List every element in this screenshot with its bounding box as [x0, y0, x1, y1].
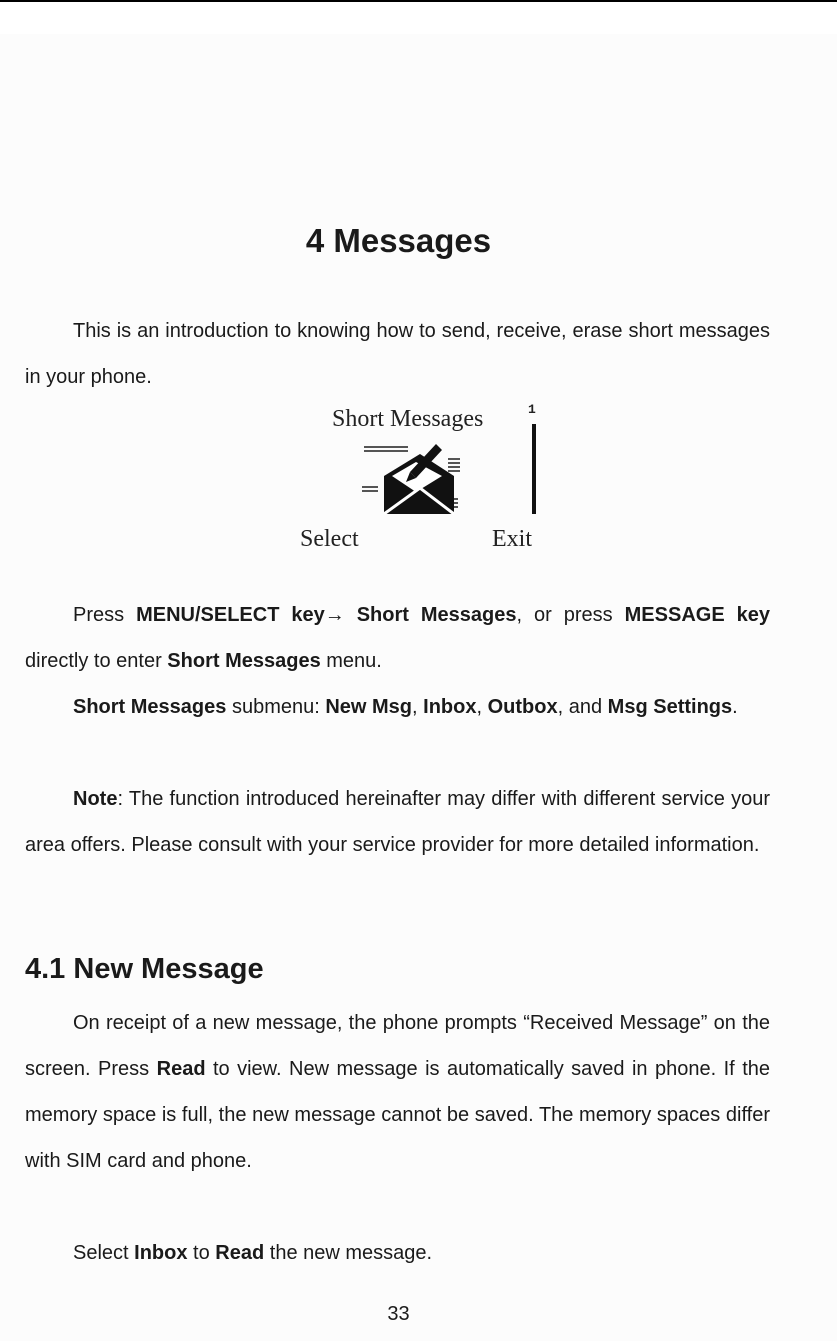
- page-top-rule: [0, 0, 837, 2]
- text-run: directly to enter: [25, 650, 168, 672]
- intro-paragraph: [25, 308, 770, 400]
- text-run: submenu:: [226, 696, 326, 718]
- text-run: On receipt of a new message, the phone prompts “Received Message” on the screen. Press: [25, 1012, 770, 1080]
- text-run: ,: [412, 696, 424, 718]
- text-run: : The function introduced hereinafter may differ with different service your area offers. Please consult with your service provider for more detailed information.: [25, 788, 770, 856]
- text-run: ,: [476, 696, 488, 718]
- text-run: the new message.: [264, 1242, 433, 1264]
- text-run: , or press: [516, 604, 625, 626]
- bold-run: Inbox: [423, 696, 477, 718]
- chapter-title: 4 Messages: [305, 222, 492, 259]
- screen-title: Short Messages: [332, 406, 484, 432]
- text-run: to: [187, 1242, 216, 1264]
- paragraph-press-menu: [25, 592, 770, 684]
- paragraph-select-inbox: [25, 1230, 770, 1276]
- text-run: Select: [73, 1242, 135, 1264]
- screen-scrollbar: [532, 424, 536, 514]
- bold-run: Inbox: [134, 1242, 188, 1264]
- bold-run: Msg Settings: [607, 696, 733, 718]
- bold-run: MESSAGE key: [624, 604, 770, 626]
- phone-screen-illustration: [296, 400, 546, 560]
- bold-run: MENU/SELECT key→ Short Messages: [136, 604, 517, 626]
- screen-right-soft-key: Exit: [492, 526, 532, 552]
- bold-run: Read: [156, 1058, 206, 1080]
- bold-run: Outbox: [487, 696, 558, 718]
- bold-run: Note: [73, 788, 118, 810]
- paragraph-submenu: [25, 684, 770, 730]
- section-title: 4.1 New Message: [25, 953, 264, 985]
- screen-page-indicator: 1: [528, 402, 536, 417]
- bold-run: Read: [215, 1242, 265, 1264]
- page-number: 33: [387, 1303, 410, 1325]
- bold-run: Short Messages: [73, 696, 227, 718]
- text-run: to view. New message is automatically saved in phone. If the memory space is full, the new message cannot be saved. The memory spaces differ with SIM card and phone.: [25, 1058, 770, 1172]
- text-run: , and: [557, 696, 608, 718]
- screen-left-soft-key: Select: [300, 526, 359, 552]
- bold-run: Short Messages: [167, 650, 321, 672]
- envelope-pencil-icon: [358, 440, 478, 520]
- text-run: .: [732, 696, 738, 718]
- paragraph-note: [25, 776, 770, 868]
- bold-run: New Msg: [325, 696, 413, 718]
- text-run: menu.: [320, 650, 382, 672]
- intro-text: This is an introduction to knowing how to send, receive, erase short messages in your phone.: [25, 320, 770, 388]
- text-run: Press: [73, 604, 137, 626]
- paragraph-new-message: [25, 1000, 770, 1184]
